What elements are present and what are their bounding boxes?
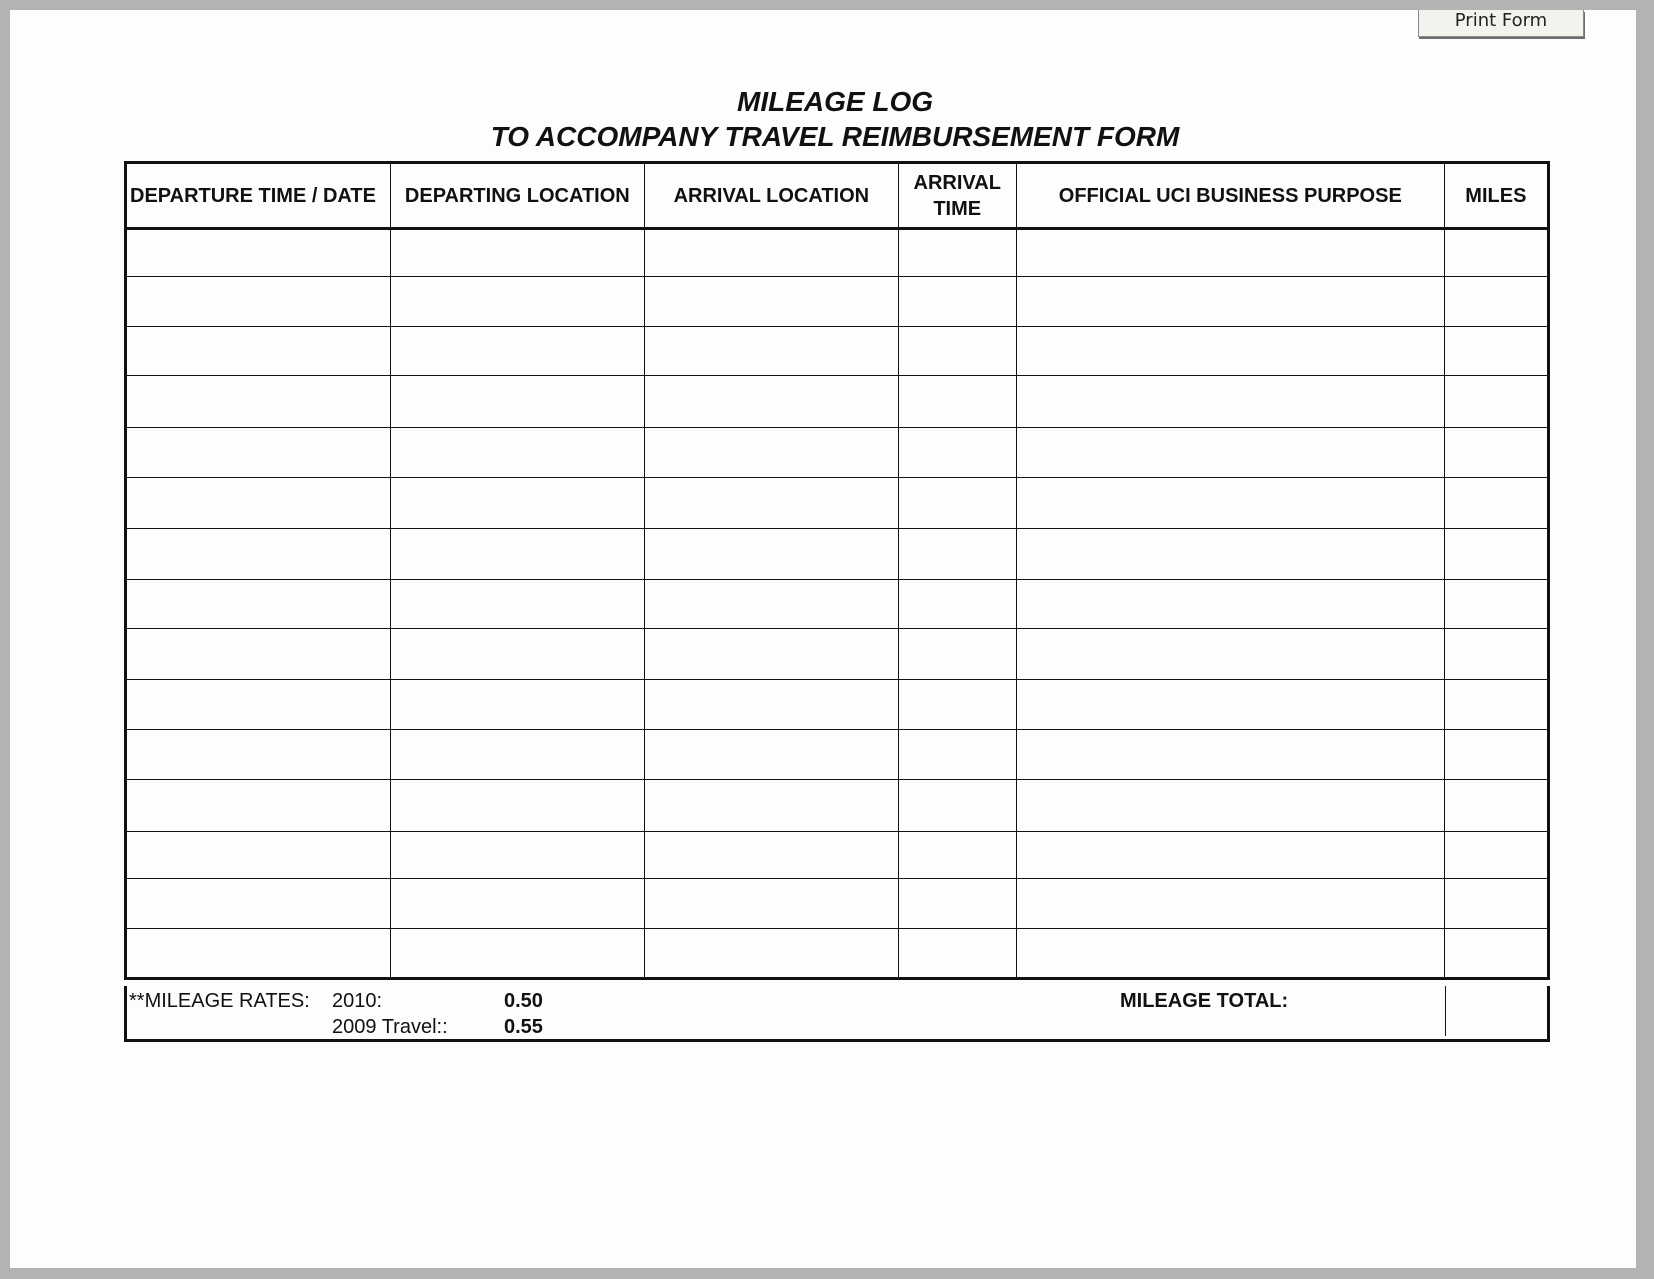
table-cell[interactable] bbox=[126, 879, 391, 929]
mileage-log-table bbox=[124, 161, 1550, 980]
table-row bbox=[126, 929, 1549, 979]
mileage-rates-label: **MILEAGE RATES: bbox=[129, 990, 310, 1012]
table-cell[interactable] bbox=[126, 529, 391, 580]
table-cell[interactable] bbox=[898, 832, 1016, 879]
column-header: OFFICIAL UCI BUSINESS PURPOSE bbox=[1016, 163, 1444, 229]
table-cell[interactable] bbox=[645, 478, 899, 529]
table-cell[interactable] bbox=[898, 730, 1016, 780]
table-row bbox=[126, 832, 1549, 879]
table-cell[interactable] bbox=[126, 229, 391, 277]
table-row bbox=[126, 780, 1549, 832]
table-cell[interactable] bbox=[1444, 929, 1548, 979]
table-row bbox=[126, 327, 1549, 376]
table-cell[interactable] bbox=[645, 629, 899, 680]
table-cell[interactable] bbox=[390, 327, 645, 376]
table-cell[interactable] bbox=[645, 780, 899, 832]
table-cell[interactable] bbox=[1444, 277, 1548, 327]
table-cell[interactable] bbox=[898, 529, 1016, 580]
table-row bbox=[126, 478, 1549, 529]
table-cell[interactable] bbox=[390, 680, 645, 730]
table-cell[interactable] bbox=[1016, 229, 1444, 277]
table-cell[interactable] bbox=[390, 780, 645, 832]
table-row bbox=[126, 730, 1549, 780]
table-cell[interactable] bbox=[1016, 629, 1444, 680]
table-cell[interactable] bbox=[1444, 478, 1548, 529]
table-cell[interactable] bbox=[1016, 277, 1444, 327]
table-row bbox=[126, 529, 1549, 580]
table-cell[interactable] bbox=[126, 629, 391, 680]
table-cell[interactable] bbox=[1016, 327, 1444, 376]
table-cell[interactable] bbox=[645, 929, 899, 979]
form-subtitle: TO ACCOMPANY TRAVEL REIMBURSEMENT FORM bbox=[490, 121, 1180, 152]
table-cell[interactable] bbox=[645, 327, 899, 376]
table-cell[interactable] bbox=[390, 529, 645, 580]
print-form-button[interactable]: Print Form bbox=[1418, 10, 1584, 37]
column-header: DEPARTING LOCATION bbox=[390, 163, 645, 229]
table-cell[interactable] bbox=[1444, 879, 1548, 929]
table-cell[interactable] bbox=[898, 929, 1016, 979]
table-cell[interactable] bbox=[390, 229, 645, 277]
table-cell[interactable] bbox=[1016, 529, 1444, 580]
table-cell[interactable] bbox=[126, 780, 391, 832]
table-cell[interactable] bbox=[1444, 529, 1548, 580]
table-cell[interactable] bbox=[390, 428, 645, 478]
table-row bbox=[126, 277, 1549, 327]
table-cell[interactable] bbox=[390, 730, 645, 780]
table-row bbox=[126, 428, 1549, 478]
table-cell[interactable] bbox=[1444, 832, 1548, 879]
table-cell[interactable] bbox=[126, 929, 391, 979]
table-cell[interactable] bbox=[126, 832, 391, 879]
table-cell[interactable] bbox=[126, 680, 391, 730]
table-row bbox=[126, 376, 1549, 428]
mileage-total-field[interactable] bbox=[1445, 986, 1447, 1036]
table-cell[interactable] bbox=[126, 478, 391, 529]
table-cell[interactable] bbox=[126, 277, 391, 327]
table-cell[interactable] bbox=[1444, 780, 1548, 832]
table-cell[interactable] bbox=[1444, 730, 1548, 780]
table-cell[interactable] bbox=[898, 780, 1016, 832]
table-cell[interactable] bbox=[390, 879, 645, 929]
table-cell[interactable] bbox=[898, 680, 1016, 730]
table-cell[interactable] bbox=[1016, 730, 1444, 780]
table-cell[interactable] bbox=[1016, 832, 1444, 879]
table-cell[interactable] bbox=[1016, 428, 1444, 478]
mileage-total-label: MILEAGE TOTAL: bbox=[1120, 990, 1289, 1012]
table-cell[interactable] bbox=[645, 428, 899, 478]
table-cell[interactable] bbox=[645, 832, 899, 879]
table-cell[interactable] bbox=[390, 832, 645, 879]
table-cell[interactable] bbox=[898, 428, 1016, 478]
table-cell[interactable] bbox=[645, 229, 899, 277]
table-footer bbox=[124, 986, 1550, 1042]
table-cell[interactable] bbox=[390, 580, 645, 629]
table-row bbox=[126, 879, 1549, 929]
column-header: DEPARTURE TIME / DATE bbox=[126, 163, 391, 229]
table-cell[interactable] bbox=[390, 929, 645, 979]
table-cell[interactable] bbox=[645, 580, 899, 629]
table-row bbox=[126, 680, 1549, 730]
table-cell[interactable] bbox=[1444, 629, 1548, 680]
table-cell[interactable] bbox=[1444, 580, 1548, 629]
table-cell[interactable] bbox=[645, 730, 899, 780]
table-cell[interactable] bbox=[390, 277, 645, 327]
table-cell[interactable] bbox=[390, 478, 645, 529]
table-cell[interactable] bbox=[898, 478, 1016, 529]
table-cell[interactable] bbox=[898, 229, 1016, 277]
table-cell[interactable] bbox=[1444, 327, 1548, 376]
table-cell[interactable] bbox=[390, 376, 645, 428]
form-page bbox=[10, 10, 1636, 1268]
table-cell[interactable] bbox=[898, 327, 1016, 376]
table-cell[interactable] bbox=[645, 277, 899, 327]
column-header: MILES bbox=[1444, 163, 1548, 229]
table-cell[interactable] bbox=[126, 376, 391, 428]
table-row bbox=[126, 629, 1549, 680]
table-cell[interactable] bbox=[898, 277, 1016, 327]
table-cell[interactable] bbox=[898, 879, 1016, 929]
table-cell[interactable] bbox=[126, 730, 391, 780]
table-cell[interactable] bbox=[1444, 428, 1548, 478]
table-cell[interactable] bbox=[1016, 780, 1444, 832]
table-cell[interactable] bbox=[126, 580, 391, 629]
table-cell[interactable] bbox=[898, 629, 1016, 680]
table-cell[interactable] bbox=[645, 879, 899, 929]
table-cell[interactable] bbox=[1016, 879, 1444, 929]
table-row bbox=[126, 229, 1549, 277]
column-header: ARRIVAL LOCATION bbox=[645, 163, 899, 229]
form-title: MILEAGE LOG bbox=[737, 86, 933, 117]
rate-2009-value: 0.55 bbox=[504, 1016, 543, 1038]
table-cell[interactable] bbox=[126, 428, 391, 478]
table-cell[interactable] bbox=[1016, 478, 1444, 529]
table-row bbox=[126, 580, 1549, 629]
table-header-row bbox=[126, 163, 1549, 229]
table-cell[interactable] bbox=[1016, 580, 1444, 629]
table-cell[interactable] bbox=[1016, 376, 1444, 428]
table-cell[interactable] bbox=[1444, 680, 1548, 730]
table-cell[interactable] bbox=[126, 327, 391, 376]
table-cell[interactable] bbox=[645, 376, 899, 428]
rate-2010-label: 2010: bbox=[332, 990, 383, 1012]
table-cell[interactable] bbox=[898, 376, 1016, 428]
table-cell[interactable] bbox=[1016, 680, 1444, 730]
rate-2010-value: 0.50 bbox=[504, 990, 543, 1012]
table-cell[interactable] bbox=[898, 580, 1016, 629]
table-cell[interactable] bbox=[1016, 929, 1444, 979]
column-header: ARRIVAL TIME bbox=[898, 163, 1016, 229]
table-cell[interactable] bbox=[645, 529, 899, 580]
table-cell[interactable] bbox=[1444, 376, 1548, 428]
table-cell[interactable] bbox=[645, 680, 899, 730]
rate-2009-label: 2009 Travel:: bbox=[332, 1016, 448, 1038]
table-cell[interactable] bbox=[1444, 229, 1548, 277]
table-cell[interactable] bbox=[390, 629, 645, 680]
